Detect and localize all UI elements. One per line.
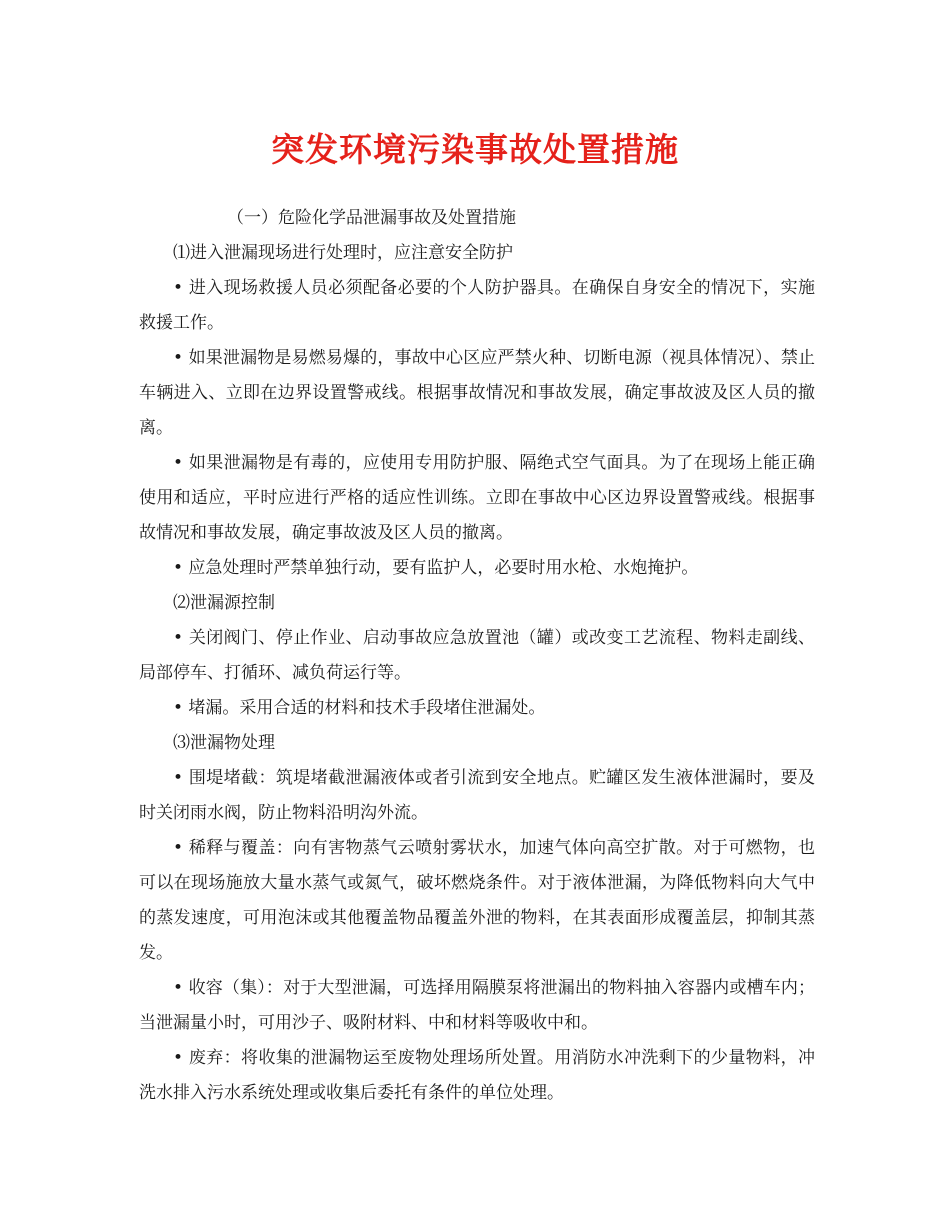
subsection-heading-1: ⑴进入泄漏现场进行处理时，应注意安全防护 xyxy=(173,243,513,263)
bullet-paragraph: • 堵漏。采用合适的材料和技术手段堵住泄漏处。 xyxy=(173,698,546,718)
bullet-paragraph: • 围堤堵截：筑堤堵截泄漏液体或者引流到安全地点。贮罐区发生液体泄漏时，要及时关闭雨水阀，防止物料沿明沟外流。 xyxy=(139,768,815,823)
section-heading: （一）危险化学品泄漏事故及处置措施 xyxy=(227,208,516,228)
subsection-heading-3: ⑶泄漏物处理 xyxy=(173,733,275,753)
bullet-paragraph: • 如果泄漏物是有毒的，应使用专用防护服、隔绝式空气面具。为了在现场上能正确使用和适应，平时应进行严格的适应性训练。立即在事故中心区边界设置警戒线。根据事故情况和事故发展，确定事故波及区人员的撤离。 xyxy=(139,453,815,543)
document-title: 突发环境污染事故处置措施 xyxy=(271,130,679,169)
bullet-paragraph: • 关闭阀门、停止作业、启动事故应急放置池（罐）或改变工艺流程、物料走副线、局部停车、打循环、减负荷运行等。 xyxy=(139,628,815,683)
bullet-paragraph: • 应急处理时严禁单独行动，要有监护人，必要时用水枪、水炮掩护。 xyxy=(173,558,699,578)
bullet-paragraph: • 收容（集）：对于大型泄漏，可选择用隔膜泵将泄漏出的物料抽入容器内或槽车内；当泄漏量小时，可用沙子、吸附材料、中和材料等吸收中和。 xyxy=(139,978,815,1033)
bullet-paragraph: • 废弃：将收集的泄漏物运至废物处理场所处置。用消防水冲洗剩下的少量物料，冲洗水排入污水系统处理或收集后委托有条件的单位处理。 xyxy=(139,1048,815,1103)
subsection-heading-2: ⑵泄漏源控制 xyxy=(173,593,275,613)
bullet-paragraph: • 进入现场救援人员必须配备必要的个人防护器具。在确保自身安全的情况下，实施救援工作。 xyxy=(139,278,815,333)
bullet-paragraph: • 稀释与覆盖：向有害物蒸气云喷射雾状水，加速气体向高空扩散。对于可燃物，也可以在现场施放大量水蒸气或氮气，破坏燃烧条件。对于液体泄漏，为降低物料向大气中的蒸发速度，可用泡沫或其他覆盖物品覆盖外泄的物料，在其表面形成覆盖层，抑制其蒸发。 xyxy=(139,838,815,963)
bullet-paragraph: • 如果泄漏物是易燃易爆的，事故中心区应严禁火种、切断电源（视具体情况）、禁止车辆进入、立即在边界设置警戒线。根据事故情况和事故发展，确定事故波及区人员的撤离。 xyxy=(139,348,815,438)
document-body xyxy=(139,201,815,1111)
